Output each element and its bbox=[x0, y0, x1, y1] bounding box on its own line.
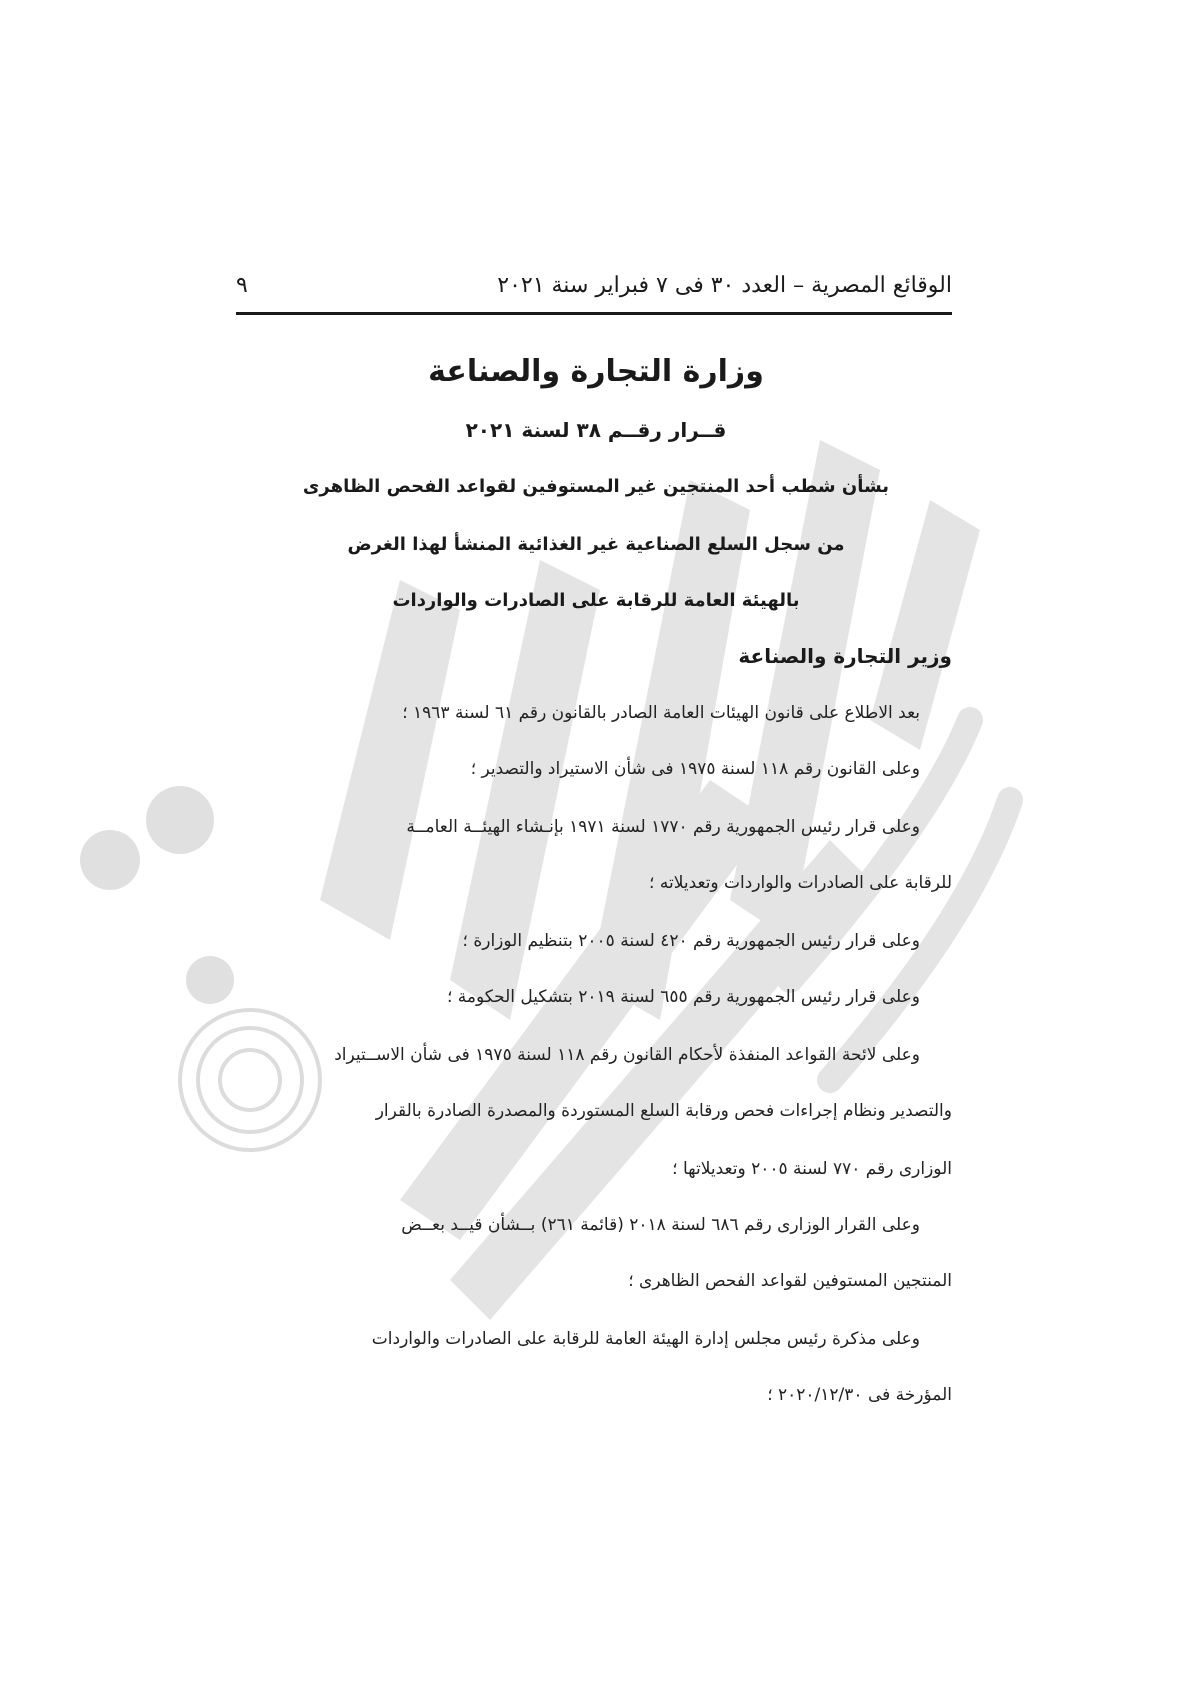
body-line: وعلى قرار رئيس الجمهورية رقم ٦٥٥ لسنة ٢٠١٩ بتشكيل الحكومة ؛ bbox=[446, 987, 920, 1007]
body-line: بعد الاطلاع على قانون الهيئات العامة الصادر بالقانون رقم ٦١ لسنة ١٩٦٣ ؛ bbox=[402, 703, 920, 723]
body-line: للرقابة على الصادرات والواردات وتعديلاته ؛ bbox=[649, 873, 952, 893]
body-line: وعلى القانون رقم ١١٨ لسنة ١٩٧٥ فى شأن الاستيراد والتصدير ؛ bbox=[470, 759, 920, 779]
page-number: ٩ bbox=[236, 273, 248, 298]
body-line: والتصدير ونظام إجراءات فحص ورقابة السلع المستوردة والمصدرة الصادرة بالقرار bbox=[375, 1101, 952, 1121]
gazette-header bbox=[236, 272, 952, 315]
body-line: المنتجين المستوفين لقواعد الفحص الظاهرى ؛ bbox=[628, 1271, 952, 1291]
subject-line-3: بالهيئة العامة للرقابة على الصادرات والواردات bbox=[392, 590, 800, 611]
body-line: وعلى قرار رئيس الجمهورية رقم ٤٢٠ لسنة ٢٠٠٥ بتنظيم الوزارة ؛ bbox=[462, 931, 920, 951]
body-line: وعلى القرار الوزارى رقم ٦٨٦ لسنة ٢٠١٨ (قائمة ٢٦١) بــشأن قيــد بعــض bbox=[401, 1215, 920, 1235]
body-line: وعلى مذكرة رئيس مجلس إدارة الهيئة العامة للرقابة على الصادرات والواردات bbox=[371, 1329, 920, 1349]
gazette-title: الوقائع المصرية – العدد ٣٠ فى ٧ فبراير سنة ٢٠٢١ bbox=[497, 273, 952, 298]
subject-line-2: من سجل السلع الصناعية غير الغذائية المنشأ لهذا الغرض bbox=[347, 534, 845, 555]
decision-number: قــرار رقــم ٣٨ لسنة ٢٠٢١ bbox=[465, 418, 727, 442]
body-line: وعلى قرار رئيس الجمهورية رقم ١٧٧٠ لسنة ١٩٧١ بإنـشاء الهيئــة العامــة bbox=[406, 817, 920, 837]
minister-heading: وزير التجارة والصناعة bbox=[738, 644, 952, 668]
body-line: المؤرخة فى ٢٠٢٠/١٢/٣٠ ؛ bbox=[767, 1385, 952, 1405]
body-line: الوزارى رقم ٧٧٠ لسنة ٢٠٠٥ وتعديلاتها ؛ bbox=[672, 1159, 952, 1179]
subject-line-1: بشأن شطب أحد المنتجين غير المستوفين لقواعد الفحص الظاهرى bbox=[302, 476, 890, 497]
body-line: وعلى لائحة القواعد المنفذة لأحكام القانون رقم ١١٨ لسنة ١٩٧٥ فى شأن الاســتيراد bbox=[334, 1045, 920, 1065]
ministry-heading: وزارة التجارة والصناعة bbox=[428, 354, 764, 389]
